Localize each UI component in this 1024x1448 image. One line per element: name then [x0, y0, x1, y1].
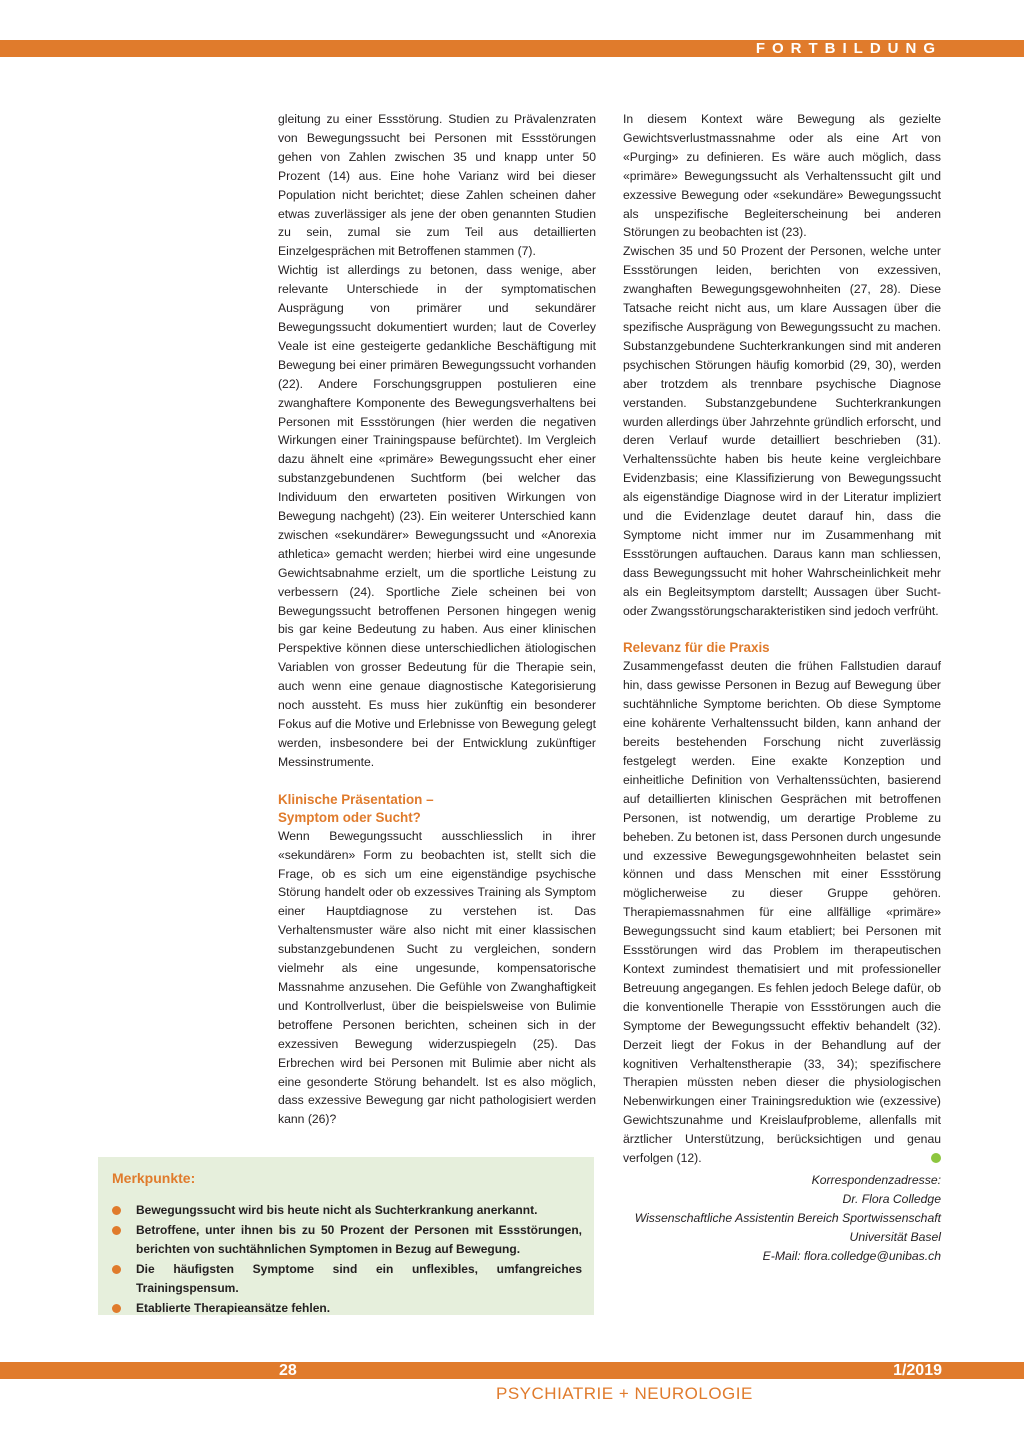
- paragraph-text: Zusammengefasst deuten die frühen Fallstudien darauf hin, dass gewisse Personen in Bezug auf Bewegung über suchtähnliche Symptome berichten. Ob diese Symptome eine kohärente Verhaltenssucht bilden, kann anhand der bereits bestehenden Forschung nicht zuverlässig festgelegt werden. Eine exakte Konzeption und einheitliche Definition von Verhaltenssüchten, basierend auf detaillierten klinischen Gesprächen mit betroffenen Personen, ist notwendig, um derartige Probleme zu beheben. Zu betonen ist, dass Personen durch ungesunde und exzessive Bewegungsgewohnheiten belastet sein können und dass Menschen mit einer Essstörung möglicherweise zu dieser Gruppe gehören. Therapiemassnahmen für eine allfällige «primäre» Bewegungssucht sind kaum etabliert; bei Personen mit Essstörungen wird das Problem im therapeutischen Kontext zumindest thematisiert und mit professioneller Betreuung angegangen. Es fehlen jedoch Belege dafür, ob die konventionelle Therapie von Essstörungen auch die Symptome der Bewegungssucht effektiv behandelt (32). Derzeit liegt der Fokus in der Behandlung auf der kognitiven Verhaltenstherapie (33, 34); spezifischere Therapien müssten neben dieser die physiologischen Nebenwirkungen einer Trainingsreduktion wie (exzessive) Gewichtszunahme und Kreislaufprobleme, allenfalls mit ärztlicher Unterstützung, berücksichtigen und genau verfolgen (12).: [623, 659, 941, 1166]
- contact-name: Dr. Flora Colledge: [842, 1191, 941, 1206]
- paragraph: Wichtig ist allerdings zu betonen, dass wenige, aber relevante Unterschiede in der symptomatischen Ausprägung von primärer und sekundärer Bewegungssucht dokumentiert wurden; laut de Coverley Veale ist eine gesteigerte gedankliche Beschäftigung mit Bewegung bei einer primären Bewegungssucht vorhanden (22). Andere Forschungsgruppen postulieren eine zwanghaftere Komponente des Bewegungsverhaltens bei Personen mit Essstörungen (hier werden die negativen Wirkungen einer Trainingspause befürchtet). Im Vergleich dazu ähnelt eine «primäre» Bewegungssucht eher einer substanzgebundenen Suchtform (bei welcher das Individuum den erwarteten positiven Wirkungen von Bewegung nachgeht) (23). Ein weiterer Unterschied kann zwischen «sekundärer» Bewegungssucht und «Anorexia athletica» gemacht werden; hierbei wird eine ungesunde Gewichtsabnahme erzielt, um die sportliche Leistung zu verbessern (24). Sportliche Ziele scheinen bei von Bewegungssucht betroffenen Personen hingegen wenig bis gar keine Bedeutung zu haben. Aus einer klinischen Perspektive können diese unterschiedlichen ätiologischen Variablen von grosser Bedeutung für die Therapie sein, auch wenn eine genaue diagnostische Kategorisierung noch aussteht. Es muss hier zukünftig ein besonderer Fokus auf die Motive und Erlebnisse von Bewegung gelegt werden, insbesondere bei der Entwicklung zukünftiger Messinstrumente.: [278, 263, 596, 769]
- contact-label: Korrespondenzadresse:: [811, 1172, 941, 1187]
- section-heading: Relevanz für die Praxis: [623, 640, 770, 656]
- header-bar: [0, 40, 1024, 57]
- bullet-icon: [112, 1304, 121, 1313]
- contact-block: [623, 1171, 941, 1266]
- page-number: 28: [279, 1362, 297, 1379]
- issue-number: 1/2019: [893, 1362, 942, 1379]
- footer-bar: [0, 1362, 1024, 1379]
- key-points-box: [98, 1157, 594, 1315]
- bullet-icon: [112, 1206, 121, 1215]
- paragraph: gleitung zu einer Essstörung. Studien zu Prävalenzraten von Bewegungssucht bei Personen mit Essstörungen gehen von Zahlen zwischen 35 und knapp unter 50 Prozent (14) aus. Eine hohe Varianz wird bei dieser Population nicht berichtet; diese Zahlen scheinen daher etwas zuverlässiger als jene der oben genannten Studien zu sein, zumal sie zum Teil aus detaillierten Einzelgesprächen mit Betroffenen stammen (7).: [278, 112, 596, 259]
- paragraph: Wenn Bewegungssucht ausschliesslich in ihrer «sekundären» Form zu beobachten ist, stellt sich die Frage, ob es sich um eine eigenständige psychische Störung handelt oder ob exzessives Training als Symptom einer Hauptdiagnose zu verstehen ist. Das Verhaltensmuster wäre also nicht mit einer klassischen substanzgebundenen Sucht zu vergleichen, sondern vielmehr als eine ungesunde, kompensatorische Massnahme anzusehen. Die Gefühle von Zwanghaftigkeit und Kontrollverlust, über die beispielsweise von Bulimie betroffene Personen berichten, scheinen sich in der exzessiven Bewegung widerzuspiegeln (25). Das Erbrechen wird bei Personen mit Bulimie aber nicht als eine gesonderte Störung behandelt. Ist es also möglich, dass exzessive Bewegung gar nicht pathologisiert werden kann (26)?: [278, 828, 596, 1127]
- contact-role: Wissenschaftliche Assistentin Bereich Sportwissenschaft: [634, 1210, 941, 1225]
- paragraph: Zwischen 35 und 50 Prozent der Personen, welche unter Essstörungen leiden, berichten von exzessiven, zwanghaften Bewegungsgewohnheiten (27, 28). Diese Tatsache reicht nicht aus, um klare Aussagen über die spezifische Ausprägung von Bewegungssucht zu machen. Substanzgebundene Suchterkrankungen sind mit anderen psychischen Störungen häufig komorbid (29, 30), werden aber trotzdem als trennbare psychische Diagnose verstanden. Substanzgebundene Suchterkrankungen wurden allerdings über Jahrzehnte gründlich erforscht, und deren Verlauf wurde detailliert beschrieben (31). Verhaltenssüchte haben bis heute keine vergleichbare Evidenzbasis; eine Klassifizierung von Bewegungssucht als eigenständige Diagnose wird in der Literatur impliziert und die Evidenzlage deutet darauf hin, dass die Symptome nicht immer nur im Zusammenhang mit Essstörungen auftauchen. Daraus kann man schliessen, dass Bewegungssucht mit hoher Wahrscheinlichkeit mehr als ein Begleitsymptom darstellt; Aussagen über Sucht- oder Zwangsstörungscharakteristiken sind jedoch verfrüht.: [623, 244, 941, 618]
- key-points-list: [110, 1201, 582, 1318]
- list-item: [110, 1299, 582, 1319]
- list-item-text: Etablierte Therapieansätze fehlen.: [136, 1300, 331, 1315]
- list-item: [110, 1221, 582, 1260]
- paragraph: In diesem Kontext wäre Bewegung als gezielte Gewichtsverlustmassnahme oder als eine Art von «Purging» zu definieren. Es wäre auch möglich, dass «primäre» Bewegungssucht als Verhaltenssucht gilt und exzessive Bewegung oder «sekundäre» Bewegungssucht als unspezifische Begleiterscheinung bei anderen Störungen zu beobachten ist (23).: [623, 112, 941, 240]
- list-item-text: Die häufigsten Symptome sind ein unflexibles, umfangreiches Trainingspensum.: [136, 1261, 582, 1295]
- left-column: [278, 110, 596, 1129]
- end-marker-icon: [931, 1153, 941, 1163]
- key-points-title: Merkpunkte:: [112, 1170, 196, 1186]
- section-label: FORTBILDUNG: [755, 40, 942, 57]
- right-column: [623, 110, 941, 1266]
- list-item: [110, 1201, 582, 1221]
- contact-email: E-Mail: flora.colledge@unibas.ch: [762, 1248, 941, 1263]
- list-item: [110, 1260, 582, 1299]
- list-item-text: Bewegungssucht wird bis heute nicht als Suchterkrankung anerkannt.: [136, 1203, 538, 1217]
- list-item-text: Betroffene, unter ihnen bis zu 50 Prozent der Personen mit Essstörungen, berichten von suchtähnlichen Symptomen in Bezug auf Bewegung.: [136, 1222, 582, 1256]
- contact-institution: Universität Basel: [849, 1229, 941, 1244]
- section-heading: [278, 791, 596, 827]
- journal-title: PSYCHIATRIE + NEUROLOGIE: [496, 1384, 753, 1403]
- bullet-icon: [112, 1226, 121, 1235]
- paragraph: [623, 657, 941, 1167]
- heading-line: Klinische Präsentation –: [278, 791, 434, 807]
- bullet-icon: [112, 1265, 121, 1274]
- heading-line: Symptom oder Sucht?: [278, 809, 421, 825]
